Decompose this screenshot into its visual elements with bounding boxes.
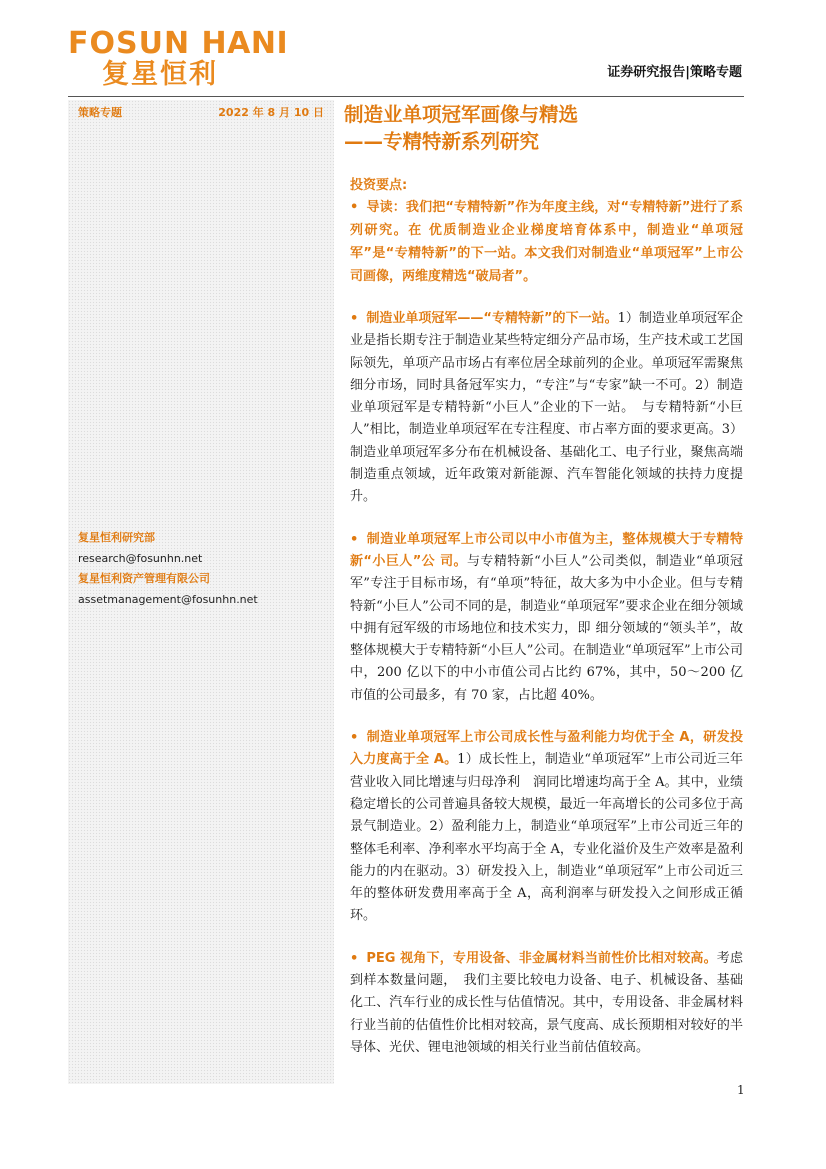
company-email: assetmanagement@fosunhn.net: [78, 593, 258, 606]
research-email: research@fosunhn.net: [78, 552, 203, 565]
bullet-icon: •: [350, 950, 359, 966]
title-line-2: ——专精特新系列研究: [344, 130, 540, 153]
section-body: 1）成长性上，制造业“单项冠军”上市公司近三年营业收入同比增速与归母净利 润同比增速均高于全 A。其中，业绩稳定增长的公司普遍具备较大规模，最近一年高增长的公司多位于高景气制造业。2）盈利能力上，制造业“单项冠军”上市公司近三年的整体毛利率、净利率水平均高于全 A，专业化溢价及生产效率是盈利能力的内在驱动。3）研发投入上，制造业“单项冠军”上市公司近三年的整体研发费用率高于全 A，高利润率与研发投入之间形成正循环。: [350, 752, 743, 924]
title-line-1: 制造业单项冠军画像与精选: [344, 103, 579, 126]
company-name: 复星恒利资产管理有限公司: [78, 572, 210, 585]
bullet-icon: •: [350, 200, 359, 215]
section-3: [350, 727, 743, 928]
logo-chinese: 复星恒利: [102, 59, 218, 90]
contact-block: [78, 528, 258, 610]
page-number: 1: [737, 1083, 745, 1097]
report-date: 2022 年 8 月 10 日: [218, 106, 324, 119]
bullet-icon: •: [350, 311, 359, 326]
section-1: [350, 308, 743, 509]
section-heading: 制造业单项冠军——“专精特新”的下一站。: [366, 311, 618, 326]
intro-text: 导读：我们把“专精特新”作为年度主线，对“专精特新”进行了系列研究。在 优质制造业企业梯度培育体系中，制造业“单项冠军”是“专精特新”的下一站。本文我们对制造业“单项冠军”上市公司画像，两维度精选“破局者”。: [350, 200, 743, 284]
report-type: 证券研究报告|策略专题: [607, 65, 742, 80]
section-2: [350, 529, 743, 707]
header-divider: [68, 96, 744, 97]
intro-paragraph: [350, 196, 743, 288]
section-body: 与专精特新“小巨人”公司类似，制造业“单项冠军”专注于目标市场，有“单项”特征，故大多为中小企业。但与专精特新“小巨人”公司不同的是，制造业“单项冠军”要求企业在细分领域中拥有冠军级的市场地位和技术实力，即 细分领域的“领头羊”，故整体规模大于专精特新“小巨人”公司。在制造业“单项冠军”上市公司中，200 亿以下的中小市值公司占比约 67%，其中，50～200 亿市值的公司最多，有 70 家，占比超 40%。: [350, 553, 743, 703]
section-heading: 制造业单项冠军上市公司成长性与盈利能力均优于全 A，研发投入力度高于全 A。: [350, 730, 743, 768]
main-content: [350, 176, 743, 1059]
logo-hani: HANI: [201, 26, 289, 61]
section-body: 考虑到样本数量问题， 我们主要比较电力设备、电子、机械设备、基础化工、汽车行业的成长性与估值情况。其中，专用设备、非金属材料行业当前的估值性价比相对较高，景气度高、成长预期相对较好的半导体、光伏、锂电池领域的相关行业当前估值较高。: [350, 950, 743, 1055]
section-heading: 制造业单项冠军上市公司以中小市值为主，整体规模大于专精特新“小巨人”公 司。: [350, 531, 743, 569]
section-4: [350, 948, 743, 1059]
company-logo: [68, 28, 288, 90]
logo-english: [68, 28, 288, 60]
bullet-icon: •: [350, 730, 359, 746]
sidebar: [68, 100, 334, 1084]
research-dept: 复星恒利研究部: [78, 531, 155, 544]
section-body: 1）制造业单项冠军企业是指长期专注于制造业某些特定细分产品市场，生产技术或工艺国际领先，单项产品市场占有率位居全球前列的企业。单项冠军需聚焦细分市场，同时具备冠军实力，“专注”与“专家”缺一不可。2）制造业单项冠军是专精特新“小巨人”企业的下一站。 与专精特新“小巨人”相比，制造业单项冠军在专注程度、市占率方面的要求更高。3）制造业单项冠军多分布在机械设备、基础化工、电子行业，聚焦高端制造重点领域，近年政策对新能源、汽车智能化领域的扶持力度提升。: [350, 311, 743, 505]
key-points-label: 投资要点:: [350, 178, 408, 193]
bullet-icon: •: [350, 531, 359, 547]
logo-fosun: FOSUN: [68, 26, 191, 61]
report-category: 策略专题: [78, 106, 122, 119]
section-heading: PEG 视角下，专用设备、非金属材料当前性价比相对较高。: [366, 950, 717, 966]
report-title: [344, 101, 578, 155]
